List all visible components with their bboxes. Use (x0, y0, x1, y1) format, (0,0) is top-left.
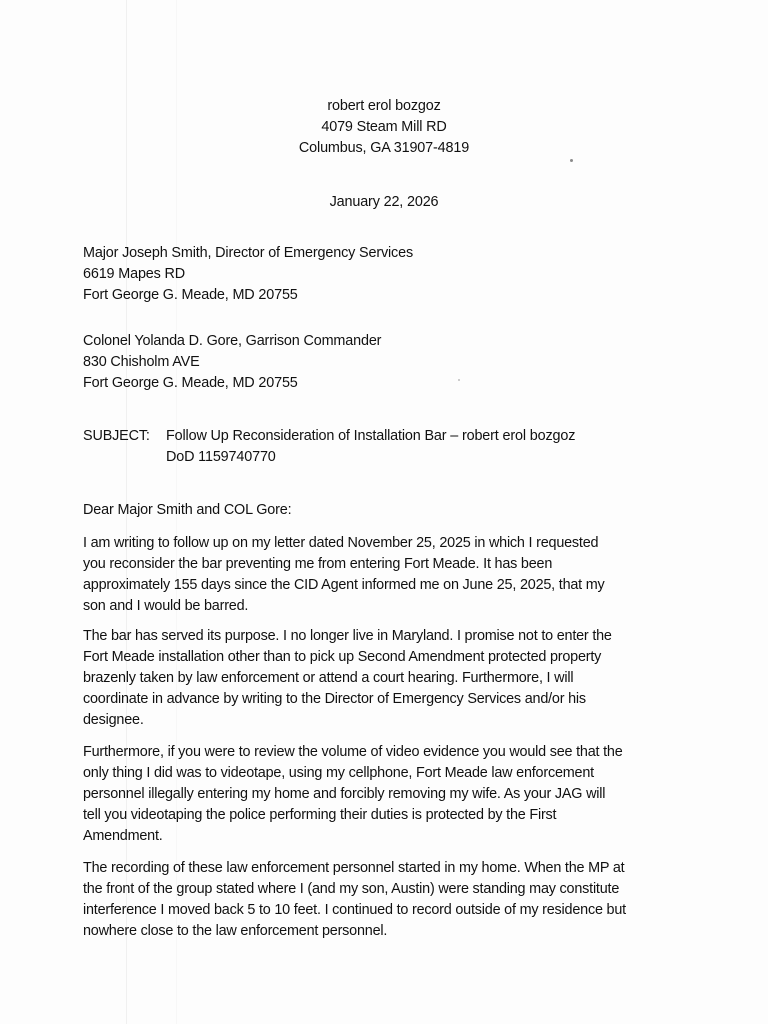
sender-city: Columbus, GA 31907-4819 (298, 140, 470, 156)
subject-text (166, 426, 575, 468)
recipient-address (83, 243, 413, 306)
paragraph-line: designee. (83, 712, 144, 728)
paragraph-line: brazenly taken by law enforcement or attend a court hearing. Furthermore, I will (83, 670, 574, 686)
paragraph-line: I am writing to follow up on my letter dated November 25, 2025 in which I requested (83, 535, 599, 551)
recipient-street: 830 Chisholm AVE (83, 354, 200, 370)
paragraph-line: The recording of these law enforcement personnel started in my home. When the MP at (83, 860, 625, 876)
recipient-name-title: Major Joseph Smith, Director of Emergency Services (83, 245, 413, 261)
paragraph-line: personnel illegally entering my home and forcibly removing my wife. As your JAG will (83, 786, 606, 802)
paragraph-line: Fort Meade installation other than to pick up Second Amendment protected property (83, 649, 602, 665)
subject-dod-id: DoD 1159740770 (166, 449, 276, 465)
paragraph-line: Amendment. (83, 828, 163, 844)
paragraph-line: Furthermore, if you were to review the volume of video evidence you would see that the (83, 744, 623, 760)
sender-name: robert erol bozgoz (327, 98, 441, 114)
recipient-street: 6619 Mapes RD (83, 266, 186, 282)
scan-speck (570, 159, 573, 162)
body-paragraph (83, 626, 708, 731)
body-paragraph (83, 858, 708, 942)
paragraph-line: coordinate in advance by writing to the Director of Emergency Services and/or his (83, 691, 586, 707)
subject-label: SUBJECT: (83, 428, 150, 444)
body-paragraph (83, 742, 708, 847)
recipient-city: Fort George G. Meade, MD 20755 (83, 287, 298, 303)
paragraph-line: approximately 155 days since the CID Agent informed me on June 25, 2025, that my (83, 577, 605, 593)
letter-date: January 22, 2026 (329, 194, 439, 210)
paragraph-line: son and I would be barred. (83, 598, 249, 614)
subject-line: Follow Up Reconsideration of Installation Bar – robert erol bozgoz (166, 428, 576, 444)
paragraph-line: only thing I did was to videotape, using my cellphone, Fort Meade law enforcement (83, 765, 594, 781)
paragraph-line: interference I moved back 5 to 10 feet. I continued to record outside of my residence but (83, 902, 626, 918)
paragraph-line: nowhere close to the law enforcement personnel. (83, 923, 388, 939)
recipient-address (83, 331, 381, 394)
paragraph-line: the front of the group stated where I (and my son, Austin) were standing may constitute (83, 881, 620, 897)
sender-street: 4079 Steam Mill RD (321, 119, 447, 135)
scan-speck (458, 379, 460, 381)
salutation: Dear Major Smith and COL Gore: (83, 502, 292, 518)
body-paragraph (83, 533, 708, 617)
recipient-name-title: Colonel Yolanda D. Gore, Garrison Commander (83, 333, 382, 349)
recipient-city: Fort George G. Meade, MD 20755 (83, 375, 298, 391)
paragraph-line: you reconsider the bar preventing me from entering Fort Meade. It has been (83, 556, 553, 572)
paragraph-line: tell you videotaping the police performing their duties is protected by the First (83, 807, 557, 823)
paragraph-line: The bar has served its purpose. I no longer live in Maryland. I promise not to enter the (83, 628, 612, 644)
